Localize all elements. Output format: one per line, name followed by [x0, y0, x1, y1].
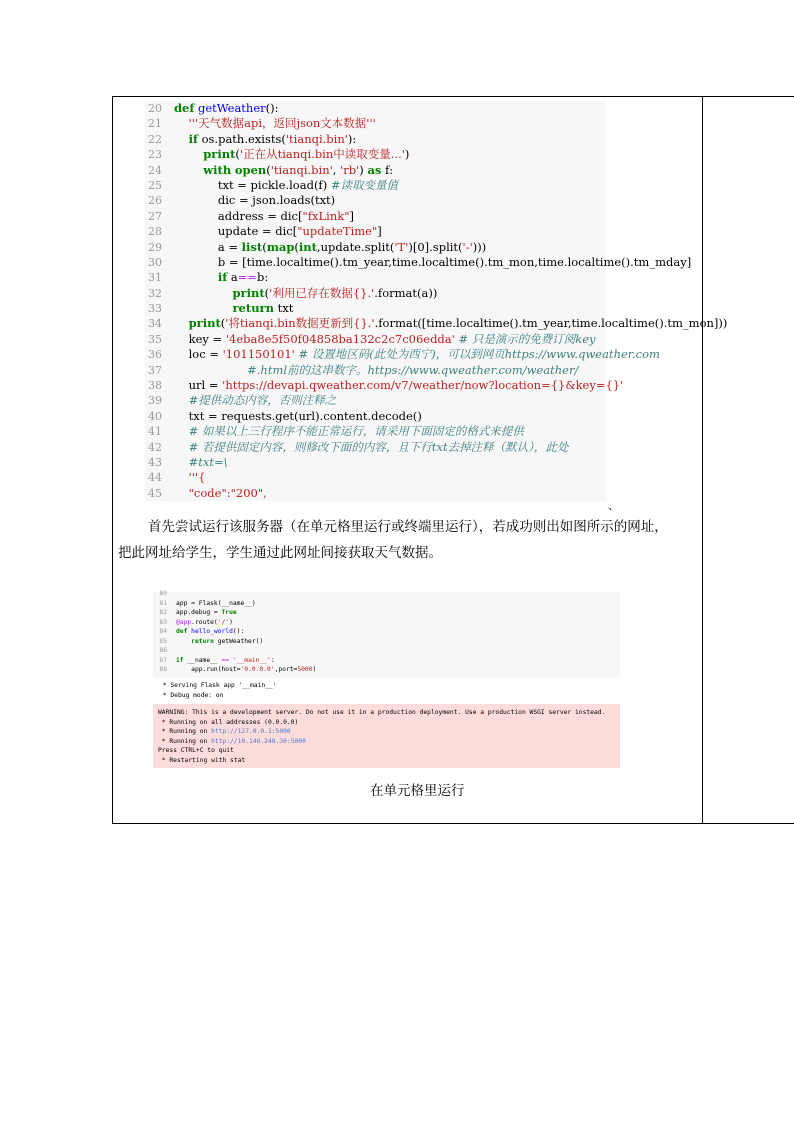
- line-number: 36: [148, 348, 162, 362]
- code-line: [145, 470, 606, 485]
- code-line: [145, 301, 606, 316]
- line-number: 34: [148, 317, 162, 331]
- warning-line: * Running on http://127.0.0.1:5000: [158, 728, 291, 735]
- line-number: 23: [148, 148, 162, 162]
- warning-line: Press CTRL+C to quit: [158, 747, 234, 754]
- serving-output: * Serving Flask app '__main__': [159, 682, 277, 689]
- code-text: if os.path.exists('tianqi.bin'):: [188, 131, 357, 146]
- code-text: app = Flask(__name__): [176, 599, 256, 607]
- line-number: 30: [148, 255, 162, 269]
- code-text: app.debug = True: [176, 609, 237, 616]
- line-number: 38: [148, 379, 162, 393]
- code-line: [145, 486, 606, 501]
- code-text: loc = '101150101' # 设置地区码(此处为西宁)，可以到网页https://www.qweather.com: [174, 347, 660, 362]
- flask-code-line: [153, 589, 620, 599]
- line-number: 80: [159, 590, 167, 597]
- code-text: app.run(host='0.0.0.0',port=5000): [176, 666, 317, 673]
- line-number: 84: [159, 628, 167, 635]
- code-text: if a==b:: [217, 270, 269, 285]
- warning-line: * Running on http://10.146.248.30:5000: [158, 737, 306, 745]
- line-number: 31: [148, 271, 162, 285]
- line-number: 43: [148, 455, 162, 469]
- line-number: 40: [148, 409, 162, 423]
- code-text: def getWeather():: [174, 101, 279, 115]
- code-line: [145, 132, 606, 147]
- code-line: [145, 116, 606, 131]
- warning-line: * Restarting with stat: [158, 756, 246, 764]
- code-text: print('正在从tianqi.bin中读取变量...'): [203, 147, 410, 162]
- line-number: 20: [148, 102, 162, 115]
- code-text: '''天气数据api，返回json文本数据''': [188, 116, 376, 131]
- line-number: 29: [148, 240, 162, 254]
- code-text: with open('tianqi.bin', 'rb') as f:: [203, 162, 394, 177]
- line-number: 24: [148, 163, 162, 177]
- debug-output: * Debug mode: on: [159, 692, 224, 699]
- warning-output-area: [153, 704, 620, 768]
- line-number: 22: [148, 132, 162, 146]
- code-text: b = [time.localtime().tm_year,time.localtime().tm_mon,time.localtime().tm_mday]: [174, 254, 692, 269]
- code-line: [145, 178, 606, 193]
- line-number: 45: [148, 486, 162, 500]
- code-line: [145, 209, 606, 224]
- flask-code-line: [153, 618, 620, 628]
- code-line: [145, 101, 606, 116]
- tick-mark: 、: [608, 499, 619, 512]
- code-text: print('利用已存在数据{}.'.format(a)): [232, 285, 438, 300]
- code-text: # 如果以上三行程序不能正常运行，请采用下面固定的格式来提供: [188, 424, 524, 439]
- code-text: return txt: [232, 301, 294, 316]
- code-line: [145, 363, 606, 378]
- code-line: [145, 193, 606, 208]
- code-line: [145, 224, 606, 239]
- code-text: print('将tianqi.bin数据更新到{}.'.format([time.localtime().tm_year,time.localtime().tm_mon])): [188, 316, 728, 331]
- line-number: 86: [159, 647, 167, 654]
- line-number: 88: [159, 666, 167, 673]
- line-number: 35: [148, 332, 162, 346]
- code-line: [145, 440, 606, 455]
- code-text: address = dic["fxLink"]: [174, 208, 354, 223]
- line-number: 26: [148, 194, 162, 208]
- code-text: url = 'https://devapi.qweather.com/v7/weather/now?location={}&key={}': [174, 378, 624, 393]
- warning-line: * Running on all addresses (0.0.0.0): [158, 718, 299, 726]
- code-text: key = '4eba8e5f50f04858ba132c2c7c06edda' # 只是演示的免费订阅key: [174, 331, 596, 346]
- code-text: a = list(map(int,update.split('T')[0].split('-'))): [174, 239, 487, 254]
- line-number: 32: [148, 286, 162, 300]
- line-number: 33: [148, 302, 162, 316]
- code-text: #.html前的这串数字。https://www.qweather.com/weather/: [247, 362, 579, 377]
- code-line: [145, 254, 692, 270]
- code-block-getweather: [145, 101, 728, 501]
- line-number: 27: [148, 209, 162, 223]
- code-line: [145, 270, 606, 285]
- flask-code-line: [153, 646, 620, 656]
- line-number: 82: [159, 609, 167, 616]
- line-number: 41: [148, 425, 162, 439]
- flask-run-screenshot: [153, 592, 620, 768]
- flask-code-line: [153, 637, 620, 647]
- code-line: [145, 455, 606, 470]
- line-number: 83: [159, 618, 167, 626]
- code-line: [145, 347, 660, 362]
- code-line: [145, 409, 606, 424]
- column-divider: [702, 96, 703, 824]
- flask-code-line: [153, 665, 620, 675]
- code-text: #提供动态内容，否则注释之: [188, 393, 337, 408]
- paragraph-line-2: 把此网址给学生，学生通过此网址间接获取天气数据。: [118, 545, 442, 561]
- flask-code-line: [153, 599, 620, 609]
- line-number: 81: [159, 599, 167, 607]
- line-number: 37: [148, 363, 162, 377]
- code-text: # 若提供固定内容，则修改下面的内容，且下行txt去掉注释（默认），此处: [188, 439, 569, 454]
- flask-code-line: [153, 656, 620, 666]
- code-text: update = dic["updateTime"]: [174, 224, 382, 239]
- line-number: 42: [148, 440, 162, 454]
- code-text: @app.route('/'): [176, 618, 233, 626]
- code-line: [145, 332, 606, 347]
- warning-line: WARNING: This is a development server. Do not use it in a production deployment. Use a production WSGI server instead.: [158, 709, 606, 716]
- code-text: #txt=\: [188, 454, 228, 469]
- code-text: def hello_world():: [176, 628, 245, 635]
- line-number: 28: [148, 225, 162, 239]
- code-line: [145, 163, 606, 178]
- code-text: txt = requests.get(url).content.decode(): [174, 408, 422, 423]
- code-line: [145, 393, 606, 408]
- line-number: 85: [159, 637, 167, 645]
- code-text: txt = pickle.load(f) #读取变量值: [174, 177, 398, 192]
- figure-caption: 在单元格里运行: [370, 783, 465, 799]
- flask-code-line: [153, 627, 620, 637]
- code-text: "code":"200",: [188, 485, 267, 500]
- flask-code-line: [153, 608, 620, 618]
- instruction-paragraph: [118, 514, 694, 566]
- paragraph-line-1: 首先尝试运行该服务器（在单元格里运行或终端里运行），若成功则出如图所示的网址，: [148, 519, 668, 535]
- line-number: 21: [148, 117, 162, 131]
- code-line: [145, 286, 606, 301]
- code-line: [145, 240, 606, 255]
- line-number: 44: [148, 471, 162, 485]
- line-number: 39: [148, 394, 162, 408]
- code-text: dic = json.loads(txt): [174, 193, 336, 208]
- code-line: [145, 424, 606, 439]
- code-line: [145, 147, 606, 162]
- code-line: [145, 316, 728, 331]
- flask-code-area: [153, 592, 620, 678]
- line-number: 87: [159, 656, 167, 664]
- line-number: 25: [148, 178, 162, 192]
- code-line: [145, 378, 624, 393]
- code-text: return getWeather(): [191, 637, 264, 645]
- code-text: if __name__ == '__main__':: [176, 656, 275, 664]
- code-text: '''{: [188, 470, 206, 485]
